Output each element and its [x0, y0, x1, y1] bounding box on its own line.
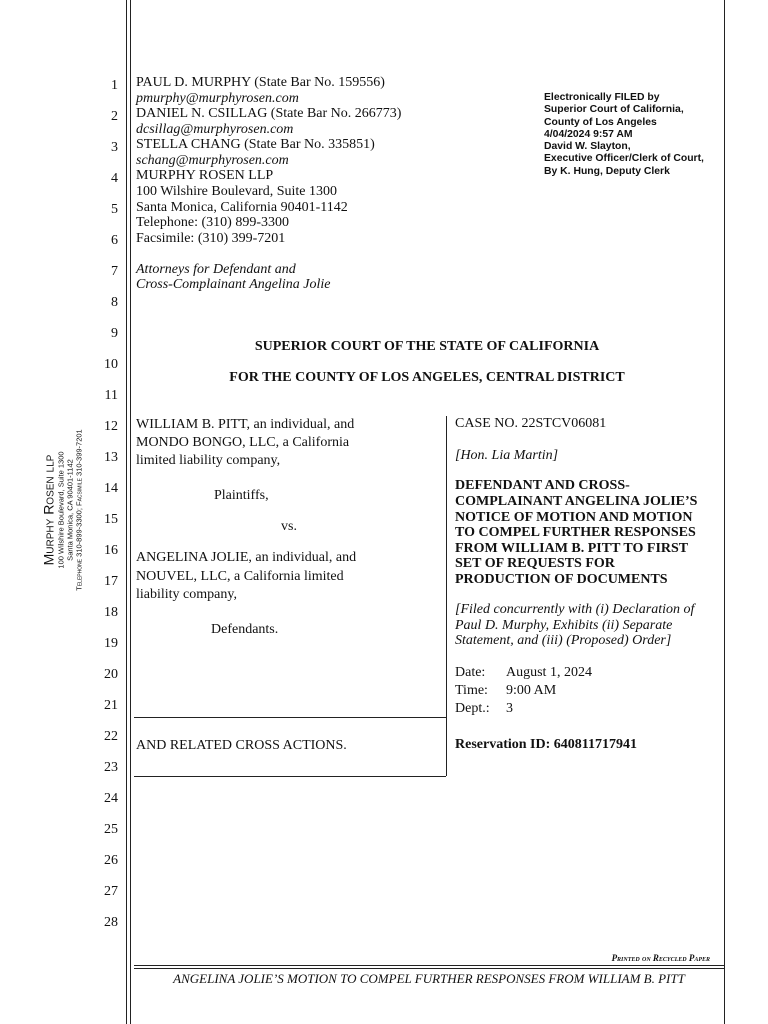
- stamp-line: Superior Court of California,: [544, 104, 684, 116]
- line-number: 10: [104, 357, 118, 372]
- defendant-line: ANGELINA JOLIE, an individual, and: [136, 550, 357, 565]
- line-number: 15: [104, 512, 118, 527]
- filed-concurrently-line: Paul D. Murphy, Exhibits (ii) Separate: [455, 618, 673, 633]
- efiling-stamp: [544, 92, 704, 178]
- hearing-dept-value: 3: [506, 701, 513, 716]
- sidebar-address-2: Santa Monica, CA 90401-1142: [65, 459, 75, 561]
- plaintiff-line: WILLIAM B. PITT, an individual, and: [136, 417, 355, 432]
- line-number: 21: [104, 698, 118, 713]
- stamp-line: Executive Officer/Clerk of Court,: [544, 153, 704, 165]
- line-number: 28: [104, 915, 118, 930]
- firm-telephone: Telephone: (310) 899-3300: [136, 215, 289, 230]
- court-county: FOR THE COUNTY OF LOS ANGELES, CENTRAL DISTRICT: [229, 370, 625, 385]
- sidebar-firm-name: Murphy Rosen llp: [40, 454, 57, 566]
- footer-title: ANGELINA JOLIE’S MOTION TO COMPEL FURTHER RESPONSES FROM WILLIAM B. PITT: [173, 971, 685, 986]
- defendants-label: Defendants.: [211, 622, 279, 637]
- line-number: 27: [104, 884, 118, 899]
- attorney-name: STELLA CHANG (State Bar No. 335851): [136, 137, 375, 152]
- defendant-line: liability company,: [136, 587, 237, 602]
- line-number: 13: [104, 450, 118, 465]
- hearing-date-label: Date:: [455, 665, 486, 680]
- caption-divider: [446, 416, 447, 776]
- line-number: 14: [104, 481, 118, 496]
- line-number: 8: [111, 295, 118, 310]
- line-number: 7: [111, 264, 118, 279]
- firm-name: MURPHY ROSEN LLP: [136, 168, 274, 183]
- hearing-date-value: August 1, 2024: [506, 665, 592, 680]
- caption-rule-bottom: [134, 776, 446, 777]
- plaintiffs-label: Plaintiffs,: [214, 488, 269, 503]
- left-margin-rule-outer: [126, 0, 127, 1024]
- plaintiff-line: limited liability company,: [136, 453, 281, 468]
- attorney-name: PAUL D. MURPHY (State Bar No. 159556): [136, 75, 385, 90]
- line-number: 3: [111, 140, 118, 155]
- versus-label: vs.: [281, 519, 297, 534]
- left-margin-rule-inner: [130, 0, 131, 1024]
- line-number: 9: [111, 326, 118, 341]
- hearing-time-label: Time:: [455, 683, 488, 698]
- stamp-line: Electronically FILED by: [544, 92, 660, 103]
- line-number: 17: [104, 574, 118, 589]
- related-actions: AND RELATED CROSS ACTIONS.: [136, 738, 347, 753]
- attorney-email: schang@murphyrosen.com: [136, 153, 289, 168]
- motion-title-line: DEFENDANT AND CROSS-: [455, 478, 630, 493]
- line-number: 11: [104, 388, 118, 403]
- motion-title-line: FROM WILLIAM B. PITT TO FIRST: [455, 541, 689, 556]
- motion-title-line: COMPLAINANT ANGELINA JOLIE’S: [455, 494, 698, 509]
- motion-title-line: NOTICE OF MOTION AND MOTION: [455, 510, 693, 525]
- hearing-dept-label: Dept.:: [455, 701, 490, 716]
- court-title: SUPERIOR COURT OF THE STATE OF CALIFORNIA: [254, 339, 600, 354]
- attorney-email: pmurphy@murphyrosen.com: [136, 91, 299, 106]
- stamp-line: 4/04/2024 9:57 AM: [544, 128, 633, 140]
- line-number: 24: [104, 791, 118, 806]
- line-number: 20: [104, 667, 118, 682]
- defendant-line: NOUVEL, LLC, a California limited: [136, 569, 344, 584]
- motion-title-line: TO COMPEL FURTHER RESPONSES: [455, 525, 696, 540]
- stamp-line: By K. Hung, Deputy Clerk: [544, 165, 670, 177]
- filed-concurrently-line: [Filed concurrently with (i) Declaration of: [455, 602, 695, 617]
- hearing-time-value: 9:00 AM: [506, 683, 557, 698]
- filed-concurrently-line: Statement, and (iii) (Proposed) Order]: [455, 633, 672, 648]
- judge-name: [Hon. Lia Martin]: [455, 448, 559, 463]
- sidebar-address-1: 100 Wilshire Boulevard, Suite 1300: [56, 451, 66, 569]
- line-number: 18: [104, 605, 118, 620]
- line-number: 16: [104, 543, 118, 558]
- line-number: 25: [104, 822, 118, 837]
- firm-address-2: Santa Monica, California 90401-1142: [136, 200, 348, 215]
- attorney-email: dcsillag@murphyrosen.com: [136, 122, 294, 137]
- sidebar-phone: Telephone 310-899-3300; Facsimile 310-399-7201: [74, 429, 84, 591]
- line-number: 1: [111, 78, 118, 93]
- line-number: 23: [104, 760, 118, 775]
- stamp-line: David W. Slayton,: [544, 141, 631, 153]
- attorneys-for-2: Cross-Complainant Angelina Jolie: [136, 277, 331, 292]
- line-number: 4: [111, 171, 118, 186]
- motion-title-line: SET OF REQUESTS FOR: [455, 556, 615, 571]
- right-margin-rule: [724, 0, 725, 1024]
- footer-rule-top: [134, 965, 724, 966]
- line-number: 26: [104, 853, 118, 868]
- line-number: 12: [104, 419, 118, 434]
- motion-title-line: PRODUCTION OF DOCUMENTS: [455, 572, 668, 587]
- case-number: CASE NO. 22STCV06081: [455, 416, 607, 431]
- caption-rule-top: [134, 717, 446, 718]
- firm-facsimile: Facsimile: (310) 399-7201: [136, 231, 286, 246]
- attorney-name: DANIEL N. CSILLAG (State Bar No. 266773): [136, 106, 402, 121]
- line-number: 2: [111, 109, 118, 124]
- sidebar-firm-block: [41, 380, 84, 640]
- attorneys-for-1: Attorneys for Defendant and: [136, 262, 296, 277]
- line-number: 5: [111, 202, 118, 217]
- line-number: 19: [104, 636, 118, 651]
- line-number: 22: [104, 729, 118, 744]
- footer-rule-second: [134, 968, 724, 969]
- plaintiff-line: MONDO BONGO, LLC, a California: [136, 435, 350, 450]
- reservation-id: Reservation ID: 640811717941: [455, 737, 637, 752]
- printed-on-recycled-paper: Printed on Recycled Paper: [611, 953, 710, 963]
- firm-address-1: 100 Wilshire Boulevard, Suite 1300: [136, 184, 337, 199]
- stamp-line: County of Los Angeles: [544, 116, 657, 128]
- line-number: 6: [111, 233, 118, 248]
